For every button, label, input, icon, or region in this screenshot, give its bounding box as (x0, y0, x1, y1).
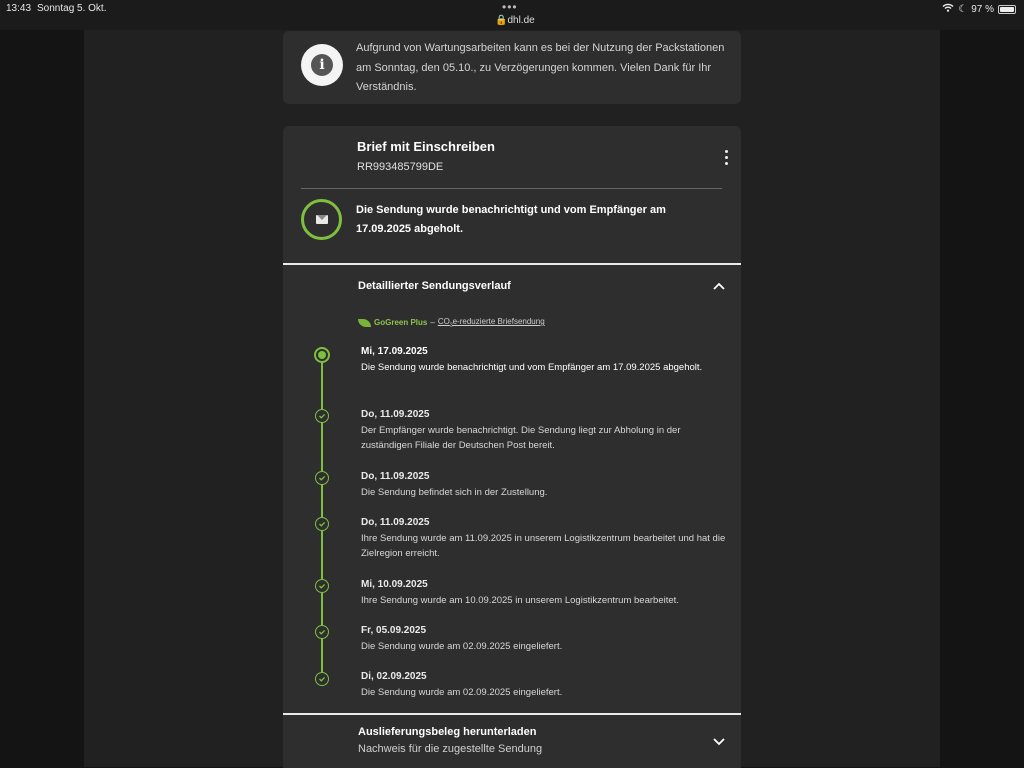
battery-icon (998, 5, 1016, 14)
gogreen-dash: – (430, 318, 435, 328)
event-text: Ihre Sendung wurde am 10.09.2025 in unserem Logistikzentrum bearbeitet. (361, 594, 679, 606)
shipment-card (283, 126, 741, 768)
event-date: Fr, 05.09.2025 (361, 625, 427, 636)
envelope-icon (301, 199, 342, 240)
gogreen-badge (358, 317, 545, 329)
timeline-event (361, 623, 731, 654)
event-date: Do, 11.09.2025 (361, 517, 430, 528)
shipment-status: Die Sendung wurde benachrichtigt und vom Empfänger am 17.09.2025 abgeholt. (356, 204, 666, 235)
timeline-event (361, 344, 731, 375)
event-text: Ihre Sendung wurde am 11.09.2025 in unserem Logistikzentrum bearbeitet und hat die Zielregion erreicht. (361, 532, 726, 559)
co2-link-pre: CO (437, 317, 450, 326)
event-text: Die Sendung wurde benachrichtigt und vom Empfänger am 17.09.2025 abgeholt. (361, 361, 703, 373)
check-circle-icon (315, 579, 329, 593)
details-heading[interactable]: Detaillierter Sendungsverlauf (358, 280, 511, 292)
chevron-up-icon[interactable] (711, 279, 727, 293)
status-icons (942, 3, 1016, 15)
event-text: Der Empfänger wurde benachrichtigt. Die Sendung liegt zur Abholung in der zuständigen Filiale der Deutschen Post bereit. (361, 424, 681, 451)
url-bar[interactable] (495, 15, 535, 26)
url-text: dhl.de (507, 15, 535, 26)
timeline-event (361, 407, 731, 454)
more-options-icon[interactable] (722, 150, 732, 168)
leaf-icon (358, 319, 371, 327)
co2-link-sub: 2 (449, 322, 453, 329)
check-circle-icon (315, 409, 329, 423)
co2-link-post: e-reduzierte Briefsendung (452, 317, 545, 326)
timeline-event (361, 469, 731, 500)
event-date: Mi, 10.09.2025 (361, 579, 428, 590)
timeline-event (361, 577, 731, 608)
maintenance-notice (283, 31, 741, 104)
date: Sonntag 5. Okt. (37, 3, 107, 14)
clock: 13:43 (6, 3, 32, 14)
event-date: Do, 11.09.2025 (361, 471, 430, 482)
timeline-event (361, 669, 731, 700)
info-icon: i (301, 44, 343, 86)
gogreen-label: GoGreen Plus (374, 318, 428, 328)
lock-icon: 🔒 (495, 15, 508, 26)
moon-icon: ☾ (958, 3, 968, 15)
check-circle-icon (315, 625, 329, 639)
event-text: Die Sendung wurde am 02.09.2025 eingeliefert. (361, 686, 563, 698)
event-text: Die Sendung befindet sich in der Zustellung. (361, 486, 548, 498)
event-date: Di, 02.09.2025 (361, 671, 427, 682)
section-divider (283, 263, 741, 265)
timeline-event (361, 515, 731, 562)
shipment-title: Brief mit Einschreiben (357, 139, 495, 154)
co2-link[interactable] (438, 317, 545, 329)
download-receipt-subtitle: Nachweis für die zugestellte Sendung (358, 743, 543, 755)
section-divider (283, 713, 741, 715)
battery-percent: 97 % (971, 3, 994, 15)
check-circle-icon (315, 672, 329, 686)
more-dots-icon[interactable]: ••• (502, 0, 518, 14)
event-date: Mi, 17.09.2025 (361, 346, 428, 357)
wifi-icon (942, 3, 954, 15)
chevron-down-icon[interactable] (711, 734, 727, 748)
event-text: Die Sendung wurde am 02.09.2025 eingeliefert. (361, 640, 563, 652)
divider (301, 188, 722, 189)
event-date: Do, 11.09.2025 (361, 409, 430, 420)
timeline-current-icon (314, 347, 330, 363)
check-circle-icon (315, 517, 329, 531)
tracking-number: RR993485799DE (357, 161, 444, 173)
status-bar (0, 0, 1024, 30)
notice-text: Aufgrund von Wartungsarbeiten kann es bei der Nutzung der Packstationen am Sonntag, den 05.10., zu Verzögerungen kommen. Vielen Dank für Ihr Verständnis. (356, 42, 725, 93)
check-circle-icon (315, 471, 329, 485)
download-receipt-title[interactable]: Auslieferungsbeleg herunterladen (358, 726, 537, 738)
